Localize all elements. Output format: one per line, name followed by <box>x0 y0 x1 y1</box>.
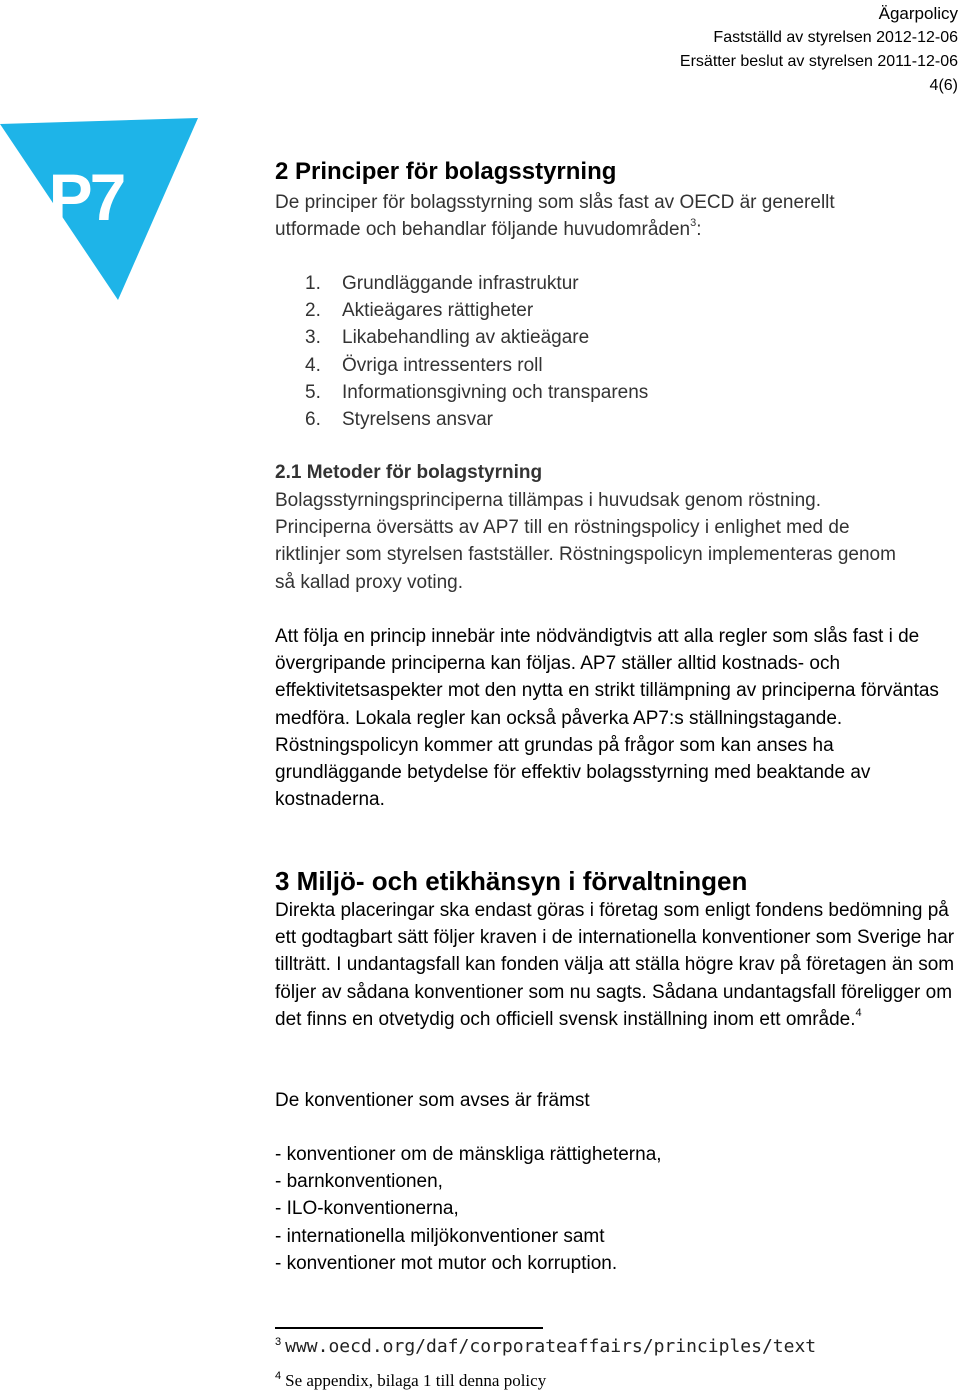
section-2-1-para-2: Att följa en princip innebär inte nödvändigtvis att alla regler som slås fast i de övergripande principerna kan följas. AP7 ställer alltid kostnads- och effektivitetsaspekter mot den nytta en strikt tillämpning av principerna förväntas medföra. Lokala regler kan också påverka AP7:s ställningstagande. Röstningspolicyn kommer att grundas på frågor som kan anses ha grundläggande betydelse för effektiv bolagsstyrning med beaktande av kostnaderna. <box>275 626 939 811</box>
conventions-list <box>275 1141 662 1277</box>
footnote-4 <box>275 1370 546 1391</box>
list-item: - barnkonventionen, <box>275 1171 443 1193</box>
footnote-ref-4[interactable]: 4 <box>855 1006 862 1019</box>
document-title: Ägarpolicy <box>878 4 958 23</box>
ap7-logo <box>0 118 200 300</box>
list-item: 2. Aktieägares rättigheter <box>305 300 534 322</box>
section-2-heading: 2 Principer för bolagsstyrning <box>275 158 617 185</box>
list-item: 3. Likabehandling av aktieägare <box>305 327 590 349</box>
footnote-3 <box>275 1336 816 1357</box>
footnote-mark: 4 <box>275 1370 282 1382</box>
list-item: 5. Informationsgivning och transparens <box>305 381 649 403</box>
list-item: - konventioner om de mänskliga rättigheterna, <box>275 1144 662 1165</box>
list-item: 1. Grundläggande infrastruktur <box>305 273 579 294</box>
list-item: 6. Styrelsens ansvar <box>305 409 494 431</box>
list-item: - internationella miljökonventioner samt <box>275 1225 605 1247</box>
footnote-mark: 3 <box>275 1336 282 1348</box>
page-header <box>680 2 958 98</box>
list-item: 4. Övriga intressenters roll <box>305 354 543 376</box>
section-3-para-1: Direkta placeringar ska endast göras i företag som enligt fondens bedömning på ett godtagbart sätt följer kraven i de internationella konventioner som Sverige har tillträtt. I undantagsfall kan fonden välja att ställa högre krav på företagen än som följer av sådana konventioner som nu sagts. Sådana undantagsfall föreligger om det finns en otvetydig och officiell svensk inställning inom ett område.$^4$ <box>275 900 955 1030</box>
adopted-date: Fastställd av styrelsen 2012-12-06 <box>713 29 958 46</box>
list-item: - ILO-konventionerna, <box>275 1198 459 1220</box>
page-number: 4(6) <box>929 77 958 94</box>
principles-list <box>275 270 915 433</box>
logo-text: AP7 <box>4 160 124 234</box>
list-item: - konventioner mot mutor och korruption. <box>275 1252 618 1274</box>
section-3-para-2: De konventioner som avses är främst <box>275 1090 590 1111</box>
section-3-heading: 3 Miljö- och etikhänsyn i förvaltningen <box>275 866 748 896</box>
section-2-1-heading: 2.1 Metoder för bolagstyrning <box>275 462 543 483</box>
footnote-ref-3[interactable]: 3 <box>690 217 697 230</box>
footnote-text: Se appendix, bilaga 1 till denna policy <box>285 1371 547 1390</box>
footnote-link[interactable]: www.oecd.org/daf/corporateaffairs/principles/text <box>285 1336 817 1357</box>
section-2-1-para-1: Bolagsstyrningsprinciperna tillämpas i huvudsak genom röstning. Principerna översätts av AP7 till en röstningspolicy i enlighet med de riktlinjer som styrelsen fastställer. Röstningspolicyn implementeras genom så kallad proxy voting. <box>275 490 896 593</box>
replaces-date: Ersätter beslut av styrelsen 2011-12-06 <box>679 53 958 70</box>
footnote-divider <box>275 1327 543 1329</box>
section-2-intro: De principer för bolagsstyrning som slås fast av OECD är generellt utformade och behandlar följande huvudområden$^3$: <box>275 192 835 241</box>
